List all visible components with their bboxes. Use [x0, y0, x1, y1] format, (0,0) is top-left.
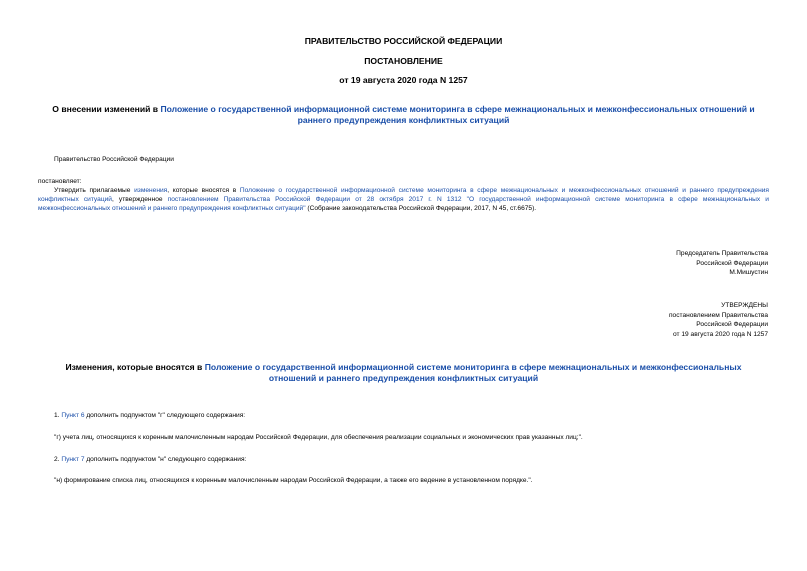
approved-country: Российской Федерации	[696, 321, 768, 328]
resolution-1312-link[interactable]: постановлением Правительства Российской Федерации от 28 октября 2017 г. N 1312 "О государственной информационной системе мониторинга в сфере межнациональных и межконфессиональных отношений и раннего предупреждения конфликтных ситуаций"	[38, 196, 769, 212]
change-item-1	[54, 411, 245, 420]
point-6-link[interactable]: Пункт 6	[61, 412, 85, 419]
changes-title	[46, 362, 761, 384]
approved-date: от 19 августа 2020 года N 1257	[673, 330, 768, 338]
document-title-prefix: О внесении изменений в	[52, 104, 161, 114]
change-item-1-text: дополнить подпунктом "г" следующего содержания:	[84, 412, 246, 419]
header-org: ПРАВИТЕЛЬСТВО РОССИЙСКОЙ ФЕДЕРАЦИИ	[304, 36, 503, 46]
header-date: от 19 августа 2020 года N 1257	[339, 75, 468, 85]
decrees-line: постановляет:	[38, 178, 82, 185]
signature-name: М.Мишустин	[729, 269, 768, 276]
decree-text-2: , которые вносятся в	[167, 187, 240, 194]
decree-text-1: Утвердить прилагаемые	[54, 187, 135, 194]
changes-regulation-link[interactable]: Положение о государственной информационной системе мониторинга в сфере межнациональных и межконфессиональных отношений и раннего предупреждения конфликтных ситуаций	[204, 362, 742, 383]
approved-by: постановлением Правительства	[668, 311, 768, 319]
signature-block	[676, 249, 768, 278]
change-item-1-number: 1.	[54, 412, 62, 419]
decree-text-4: (Собрание законодательства Российской Федерации, 2017, N 45, ст.6675).	[305, 205, 537, 212]
regulation-link[interactable]: Положение о государственной информационной системе мониторинга в сфере межнациональных и межконфессиональных отношений и раннего предупреждения конфликтных ситуаций	[160, 104, 755, 125]
change-item-2-number: 2.	[54, 456, 62, 463]
change-item-2-text: дополнить подпунктом "н" следующего содержания:	[84, 456, 247, 463]
header-doc-type: ПОСТАНОВЛЕНИЕ	[364, 56, 443, 66]
signature-position: Председатель Правительства	[676, 250, 768, 257]
changes-title-prefix: Изменения, которые вносятся в	[65, 362, 205, 372]
decree-paragraph	[38, 186, 769, 213]
approved-block	[669, 301, 768, 339]
change-item-2	[54, 455, 246, 464]
changes-link[interactable]: изменения	[134, 187, 168, 194]
approved-title: УТВЕРЖДЕНЫ	[721, 302, 768, 309]
regulation-link-body[interactable]: Положение о государственной информационной системе мониторинга в сфере межнациональных и межконфессиональных отношений и раннего предупреждения конфликтных ситуаций	[38, 187, 769, 203]
change-item-2-quote: "н) формирование списка лиц, относящихся к коренным малочисленным народам Российской Федерации, а также его ведение в установленном порядке.".	[54, 477, 533, 484]
signature-country: Российской Федерации	[696, 259, 768, 267]
government-line: Правительство Российской Федерации	[54, 156, 174, 163]
point-7-link[interactable]: Пункт 7	[61, 456, 85, 463]
change-item-1-quote: "г) учета лиц, относящихся к коренным малочисленным народам Российской Федерации, для обеспечения реализации социальных и экономических прав указанных лиц;".	[54, 434, 583, 441]
decree-text-3: , утвержденное	[111, 196, 168, 203]
document-title	[36, 104, 771, 126]
